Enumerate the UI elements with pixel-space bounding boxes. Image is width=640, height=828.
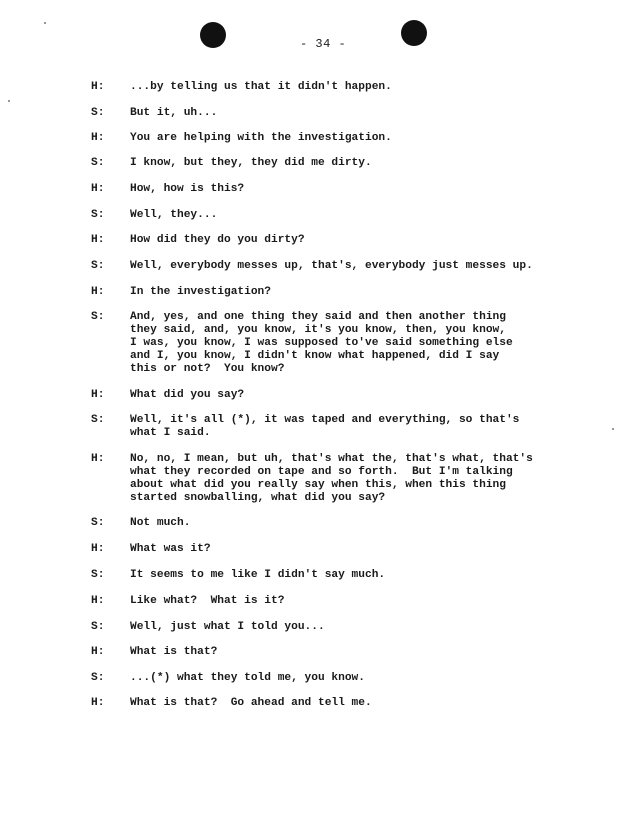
line-text: And, yes, and one thing they said and then another thing they said, and, you know, it's you know, then, you know, I was, you know, I was supposed to've said something else and I, you know, I didn't know what happened, did I say this or not? You know? (130, 311, 513, 375)
speaker-label: S: (91, 414, 105, 426)
line-text: How, how is this? (130, 183, 245, 195)
punch-hole-right (401, 20, 427, 46)
punch-hole-left (200, 22, 226, 48)
speaker-label: S: (91, 569, 105, 581)
speaker-label: H: (91, 389, 105, 401)
speaker-label: H: (91, 697, 105, 709)
speaker-label: S: (91, 260, 105, 272)
speaker-label: S: (91, 517, 105, 529)
line-text: Well, they... (130, 209, 218, 221)
line-text: Well, everybody messes up, that's, everybody just messes up. (130, 260, 533, 272)
speaker-label: H: (91, 81, 105, 93)
speaker-label: H: (91, 183, 105, 195)
speaker-label: H: (91, 543, 105, 555)
line-text: Not much. (130, 517, 191, 529)
speaker-label: S: (91, 621, 105, 633)
speaker-label: H: (91, 595, 105, 607)
scan-speck (612, 428, 614, 430)
scan-speck (44, 22, 46, 24)
speaker-label: S: (91, 672, 105, 684)
scan-speck (8, 100, 10, 102)
line-text: What is that? (130, 646, 218, 658)
speaker-label: H: (91, 646, 105, 658)
line-text: I know, but they, they did me dirty. (130, 157, 372, 169)
page-number: - 34 - (300, 37, 347, 51)
line-text: In the investigation? (130, 286, 271, 298)
speaker-label: H: (91, 453, 105, 465)
line-text: ...(*) what they told me, you know. (130, 672, 365, 684)
line-text: What was it? (130, 543, 211, 555)
line-text: Like what? What is it? (130, 595, 285, 607)
speaker-label: S: (91, 311, 105, 323)
speaker-label: H: (91, 132, 105, 144)
speaker-label: S: (91, 157, 105, 169)
line-text: ...by telling us that it didn't happen. (130, 81, 392, 93)
line-text: What is that? Go ahead and tell me. (130, 697, 372, 709)
speaker-label: S: (91, 107, 105, 119)
line-text: What did you say? (130, 389, 245, 401)
speaker-label: S: (91, 209, 105, 221)
speaker-label: H: (91, 234, 105, 246)
line-text: But it, uh... (130, 107, 218, 119)
line-text: No, no, I mean, but uh, that's what the, that's what, that's what they recorded on tape and so forth. But I'm talking about what did you really say when this, when this thing started snowballing, what did you say? (130, 453, 533, 504)
line-text: You are helping with the investigation. (130, 132, 392, 144)
line-text: Well, just what I told you... (130, 621, 325, 633)
line-text: How did they do you dirty? (130, 234, 305, 246)
line-text: Well, it's all (*), it was taped and everything, so that's what I said. (130, 414, 520, 439)
speaker-label: H: (91, 286, 105, 298)
line-text: It seems to me like I didn't say much. (130, 569, 386, 581)
